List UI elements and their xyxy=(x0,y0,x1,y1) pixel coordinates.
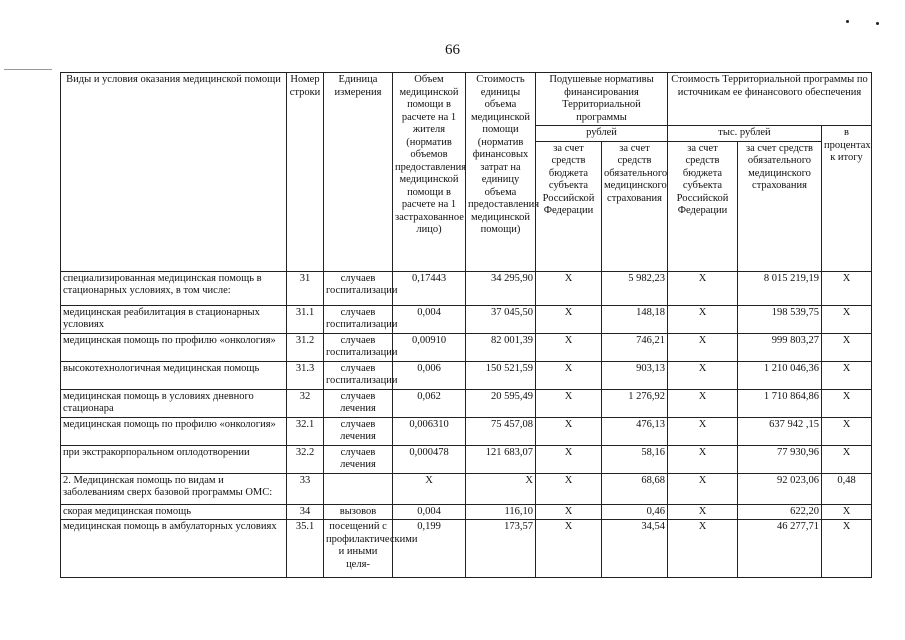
header-line-number: Номер строки xyxy=(287,73,324,272)
table-row xyxy=(61,305,872,333)
row-volume: 0,00910 xyxy=(393,333,466,361)
table-row xyxy=(61,520,872,578)
row-unit xyxy=(324,473,393,504)
header-percent: в процентах к итогу xyxy=(822,126,872,272)
table-row xyxy=(61,473,872,504)
row-unit-cost: 34 295,90 xyxy=(466,271,536,305)
row-label: медицинская реабилитация в стационарных условиях xyxy=(61,305,287,333)
row-unit: случаев госпитализации xyxy=(324,333,393,361)
row-line-number: 35.1 xyxy=(287,520,324,578)
row-cost-oms: 637 942 ,15 xyxy=(738,417,822,445)
row-per-capita-oms: 1 276,92 xyxy=(602,389,668,417)
header-volume: Объем медицинской помощи в расчете на 1 жителя (норматив объемов предоставления медицинской помощи в расчете на 1 застрахованное лицо) xyxy=(393,73,466,272)
row-unit-cost: 173,57 xyxy=(466,520,536,578)
financing-table xyxy=(60,72,872,578)
row-cost-oms: 92 023,06 xyxy=(738,473,822,504)
row-unit-cost: 121 683,07 xyxy=(466,445,536,473)
row-per-capita-budget: X xyxy=(536,271,602,305)
row-line-number: 32.1 xyxy=(287,417,324,445)
row-line-number: 32 xyxy=(287,389,324,417)
row-cost-budget: X xyxy=(668,520,738,578)
row-cost-budget: X xyxy=(668,445,738,473)
row-line-number: 31.1 xyxy=(287,305,324,333)
row-cost-budget: X xyxy=(668,271,738,305)
row-label: при экстракорпоральном оплодотворении xyxy=(61,445,287,473)
row-volume: X xyxy=(393,473,466,504)
row-percent: X xyxy=(822,333,872,361)
header-budget: за счет средств бюджета субъекта Российской Федерации xyxy=(536,141,602,271)
row-unit: случаев лечения xyxy=(324,417,393,445)
scan-artifact-line xyxy=(4,69,52,70)
row-cost-oms: 1 210 046,36 xyxy=(738,361,822,389)
header-program-cost-group: Стоимость Территориальной программы по источникам ее финансового обеспечения xyxy=(668,73,872,126)
row-label: специализированная медицинская помощь в стационарных условиях, в том числе: xyxy=(61,271,287,305)
table-row xyxy=(61,504,872,520)
row-cost-budget: X xyxy=(668,417,738,445)
row-label: скорая медицинская помощь xyxy=(61,504,287,520)
row-cost-oms: 8 015 219,19 xyxy=(738,271,822,305)
table-row xyxy=(61,333,872,361)
header-oms-thousands: за счет средств обязательного медицинского страхования xyxy=(738,141,822,271)
row-volume: 0,006 xyxy=(393,361,466,389)
row-per-capita-oms: 34,54 xyxy=(602,520,668,578)
table-row xyxy=(61,361,872,389)
row-unit: случаев госпитализации xyxy=(324,271,393,305)
row-unit: посещений с профилактическими и иными целя- xyxy=(324,520,393,578)
row-cost-budget: X xyxy=(668,361,738,389)
row-volume: 0,17443 xyxy=(393,271,466,305)
row-percent: X xyxy=(822,520,872,578)
row-unit-cost: 150 521,59 xyxy=(466,361,536,389)
row-cost-oms: 198 539,75 xyxy=(738,305,822,333)
header-oms: за счет средств обязательного медицинского страхования xyxy=(602,141,668,271)
row-volume: 0,006310 xyxy=(393,417,466,445)
row-unit: вызовов xyxy=(324,504,393,520)
row-percent: X xyxy=(822,271,872,305)
row-cost-oms: 46 277,71 xyxy=(738,520,822,578)
row-cost-budget: X xyxy=(668,389,738,417)
header-per-capita-group: Подушевые нормативы финансирования Территориальной программы xyxy=(536,73,668,126)
row-cost-budget: X xyxy=(668,305,738,333)
row-per-capita-budget: X xyxy=(536,305,602,333)
row-per-capita-oms: 148,18 xyxy=(602,305,668,333)
row-per-capita-oms: 68,68 xyxy=(602,473,668,504)
row-per-capita-oms: 58,16 xyxy=(602,445,668,473)
row-volume: 0,062 xyxy=(393,389,466,417)
row-per-capita-budget: X xyxy=(536,520,602,578)
row-cost-budget: X xyxy=(668,333,738,361)
row-percent: X xyxy=(822,361,872,389)
row-percent: X xyxy=(822,445,872,473)
row-label: медицинская помощь в амбулаторных условиях xyxy=(61,520,287,578)
row-label: высокотехнологичная медицинская помощь xyxy=(61,361,287,389)
table-row xyxy=(61,271,872,305)
row-line-number: 32.2 xyxy=(287,445,324,473)
row-volume: 0,004 xyxy=(393,504,466,520)
row-label: медицинская помощь по профилю «онкология» xyxy=(61,417,287,445)
header-rubles: рублей xyxy=(536,126,668,142)
row-line-number: 31 xyxy=(287,271,324,305)
row-per-capita-oms: 476,13 xyxy=(602,417,668,445)
row-volume: 0,000478 xyxy=(393,445,466,473)
row-volume: 0,199 xyxy=(393,520,466,578)
row-unit: случаев лечения xyxy=(324,389,393,417)
row-cost-oms: 999 803,27 xyxy=(738,333,822,361)
row-cost-oms: 77 930,96 xyxy=(738,445,822,473)
header-unit: Единица измерения xyxy=(324,73,393,272)
row-percent: X xyxy=(822,504,872,520)
row-per-capita-budget: X xyxy=(536,333,602,361)
row-percent: 0,48 xyxy=(822,473,872,504)
row-line-number: 31.2 xyxy=(287,333,324,361)
scan-speck xyxy=(876,22,879,25)
row-per-capita-budget: X xyxy=(536,417,602,445)
row-unit-cost: 116,10 xyxy=(466,504,536,520)
table-row xyxy=(61,417,872,445)
row-unit-cost: 75 457,08 xyxy=(466,417,536,445)
row-cost-oms: 622,20 xyxy=(738,504,822,520)
row-per-capita-oms: 903,13 xyxy=(602,361,668,389)
row-unit-cost: 37 045,50 xyxy=(466,305,536,333)
row-unit: случаев госпитализации xyxy=(324,305,393,333)
row-unit-cost: 82 001,39 xyxy=(466,333,536,361)
header-unit-cost: Стоимость единицы объема медицинской помощи (норматив финансовых затрат на единицу объема предоставления медицинской помощи) xyxy=(466,73,536,272)
row-label: медицинская помощь по профилю «онкология» xyxy=(61,333,287,361)
table-row xyxy=(61,445,872,473)
row-per-capita-oms: 5 982,23 xyxy=(602,271,668,305)
row-cost-oms: 1 710 864,86 xyxy=(738,389,822,417)
row-per-capita-budget: X xyxy=(536,504,602,520)
scan-speck xyxy=(846,20,849,23)
page-number: 66 xyxy=(445,42,460,58)
row-line-number: 33 xyxy=(287,473,324,504)
row-percent: X xyxy=(822,417,872,445)
row-unit-cost: X xyxy=(466,473,536,504)
row-percent: X xyxy=(822,305,872,333)
row-percent: X xyxy=(822,389,872,417)
header-thousand-rubles: тыс. рублей xyxy=(668,126,822,142)
row-unit: случаев лечения xyxy=(324,445,393,473)
row-unit: случаев госпитализации xyxy=(324,361,393,389)
row-unit-cost: 20 595,49 xyxy=(466,389,536,417)
row-per-capita-budget: X xyxy=(536,445,602,473)
table-row xyxy=(61,389,872,417)
table-body xyxy=(61,271,872,578)
row-line-number: 34 xyxy=(287,504,324,520)
row-label: 2. Медицинская помощь по видам и заболеваниям сверх базовой программы ОМС: xyxy=(61,473,287,504)
row-cost-budget: X xyxy=(668,473,738,504)
row-label: медицинская помощь в условиях дневного стационара xyxy=(61,389,287,417)
row-volume: 0,004 xyxy=(393,305,466,333)
row-per-capita-budget: X xyxy=(536,389,602,417)
row-line-number: 31.3 xyxy=(287,361,324,389)
header-budget-thousands: за счет средств бюджета субъекта Российской Федерации xyxy=(668,141,738,271)
row-per-capita-oms: 746,21 xyxy=(602,333,668,361)
header-types: Виды и условия оказания медицинской помощи xyxy=(61,73,287,272)
row-per-capita-oms: 0,46 xyxy=(602,504,668,520)
row-cost-budget: X xyxy=(668,504,738,520)
row-per-capita-budget: X xyxy=(536,473,602,504)
row-per-capita-budget: X xyxy=(536,361,602,389)
